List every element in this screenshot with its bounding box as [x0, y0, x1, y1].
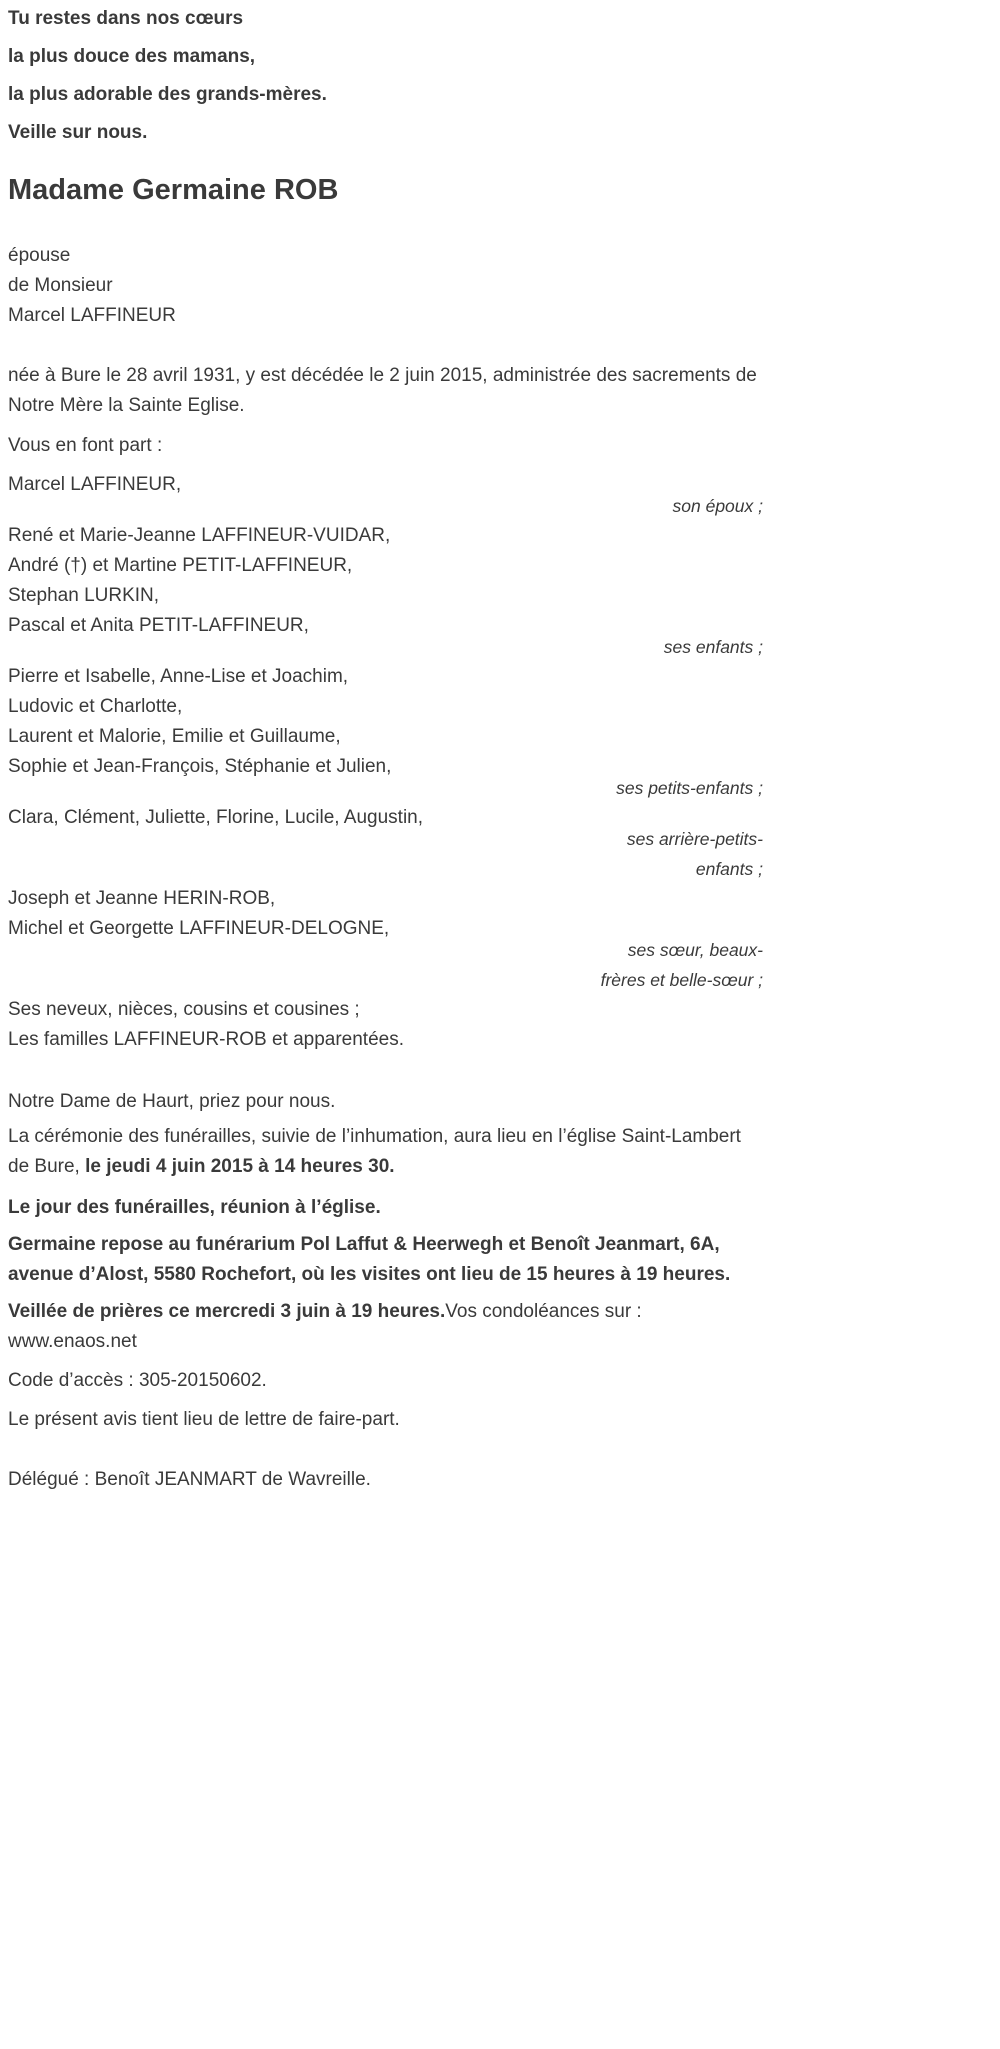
vigil-info [8, 1297, 763, 1357]
legal-notice: Le présent avis tient lieu de lettre de faire-part. [8, 1409, 400, 1430]
announcement-intro: Vous en font part : [8, 435, 163, 456]
access-code: Code d’accès : 305-20150602. [8, 1370, 267, 1391]
deceased-name-title: Madame Germaine ROB [8, 174, 339, 206]
relation-label-grandchildren: ses petits-enfants ; [616, 778, 763, 798]
family-name-line: Pascal et Anita PETIT-LAFFINEUR, [8, 615, 309, 636]
spouse-intro-line-2: de Monsieur [8, 275, 113, 296]
family-group-children [8, 521, 763, 662]
family-name-line: Laurent et Malorie, Emilie et Guillaume, [8, 726, 341, 747]
funerarium-info: Germaine repose au funérarium Pol Laffut & Heerwegh et Benoît Jeanmart, 6A, avenue d’Alost, 5580 Rochefort, où les visites ont lieu de 15 heures à 19 heures. [8, 1234, 731, 1285]
family-name-line: Marcel LAFFINEUR, [8, 474, 182, 495]
family-name-line: Ludovic et Charlotte, [8, 696, 183, 717]
relation-label-siblings: ses sœur, beaux-frères et belle-sœur ; [600, 940, 763, 990]
life-summary: née à Bure le 28 avril 1931, y est décédée le 2 juin 2015, administrée des sacrements de Notre Mère la Sainte Eglise. [8, 365, 757, 416]
relation-label-spouse: son époux ; [672, 496, 763, 516]
epitaph-line-1: Tu restes dans nos cœurs [8, 8, 244, 29]
family-name-line: Clara, Clément, Juliette, Florine, Lucile, Augustin, [8, 807, 424, 828]
family-name-line: Michel et Georgette LAFFINEUR-DELOGNE, [8, 918, 390, 939]
spouse-name: Marcel LAFFINEUR [8, 305, 176, 326]
prayer-line: Notre Dame de Haurt, priez pour nous. [8, 1091, 336, 1112]
family-name-line: André (†) et Martine PETIT-LAFFINEUR, [8, 555, 353, 576]
family-name-line: Joseph et Jeanne HERIN-ROB, [8, 888, 276, 909]
family-group-grandchildren [8, 662, 763, 803]
family-name-line: Pierre et Isabelle, Anne-Lise et Joachim, [8, 666, 349, 687]
epitaph-line-3: la plus adorable des grands-mères. [8, 84, 327, 105]
family-group-spouse [8, 470, 763, 521]
spouse-intro [8, 241, 763, 331]
family-group-great-grandchildren [8, 803, 763, 884]
closing-line-1: Ses neveux, nièces, cousins et cousines ; [8, 999, 360, 1020]
relation-label-great-grandchildren: ses arrière-petits-enfants ; [626, 829, 763, 879]
family-group-siblings [8, 884, 763, 995]
family-name-line: Sophie et Jean-François, Stéphanie et Julien, [8, 756, 392, 777]
family-name-line: René et Marie-Jeanne LAFFINEUR-VUIDAR, [8, 525, 391, 546]
closing-family-lines [8, 995, 763, 1055]
ceremony-datetime: le jeudi 4 juin 2015 à 14 heures 30. [85, 1156, 395, 1177]
website-link[interactable]: www.enaos.net [8, 1331, 137, 1352]
ceremony-text: La cérémonie des funérailles, suivie de l’inhumation, aura lieu en l’église Saint-Lambert de Bure, [8, 1126, 741, 1177]
ceremony-info [8, 1122, 763, 1182]
epitaph-line-4: Veille sur nous. [8, 122, 148, 143]
epitaph [8, 4, 763, 148]
vigil-datetime: Veillée de prières ce mercredi 3 juin à 19 heures. [8, 1301, 446, 1322]
spouse-intro-line-1: épouse [8, 245, 71, 266]
epitaph-line-2: la plus douce des mamans, [8, 46, 256, 67]
relation-label-children: ses enfants ; [663, 637, 763, 657]
closing-line-2: Les familles LAFFINEUR-ROB et apparentées. [8, 1029, 404, 1050]
family-name-line: Stephan LURKIN, [8, 585, 160, 606]
funeral-day-info: Le jour des funérailles, réunion à l’église. [8, 1197, 381, 1218]
condolences-text: Vos condoléances sur : [445, 1301, 642, 1322]
delegate-line: Délégué : Benoît JEANMART de Wavreille. [8, 1469, 371, 1490]
